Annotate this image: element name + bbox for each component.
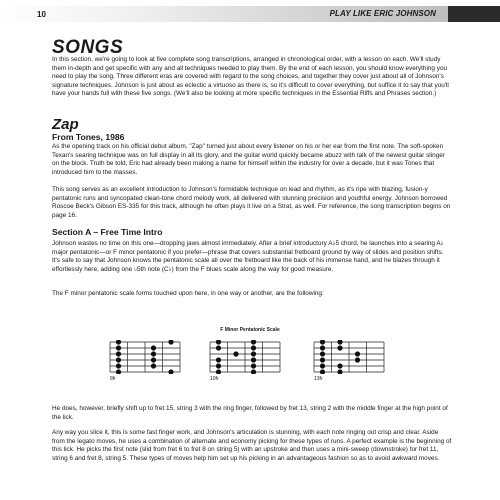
song-source: From Tones, 1986 (52, 132, 125, 142)
section-a-paragraph-1: Johnson wastes no time on this one—dropping jaws almost immediately. After a brief introductory A♭5 chord, he launches into a searing A♭ major pentatonic—or F minor pentatonic if you prefer—phrase that covers substantial fretboard ground by way of slides and position shifts. It's safe to say that Johnson knows the pentatonic scale all over the fretboard like the back of his immense hand, and he blazes through it effortlessly here, adding one ♭5th note (C♭) from the F blues scale along the way for good measure. (52, 240, 444, 273)
fret-label-2: 10fr (210, 376, 219, 382)
scale-diagram-2 (208, 340, 282, 382)
scale-diagram-3 (312, 340, 386, 382)
diagram-title: F Minor Pentatonic Scale (220, 327, 280, 333)
section-a-paragraph-3: He does, however, briefly shift up to fret 15, string 3 with the ring finger, followed by fret 13, string 2 with the middle finger at the high point of the lick. (52, 405, 448, 421)
page-number: 10 (37, 10, 46, 19)
section-a-paragraph-2: The F minor pentatonic scale forms touched upon here, in one way or another, are the following: (52, 290, 324, 297)
fret-label-3: 13fr (314, 376, 323, 382)
page-header (0, 0, 500, 22)
fret-label-1: 8fr (110, 376, 116, 382)
book-title: PLAY LIKE ERIC JOHNSON (329, 9, 436, 18)
section-a-title: Section A – Free Time Intro (52, 227, 163, 237)
fretboard-2 (208, 340, 282, 374)
fretboard-3 (312, 340, 386, 374)
header-tab (448, 6, 500, 22)
scale-diagram-1 (108, 340, 182, 382)
intro-paragraph: In this section, we're going to look at five complete song transcriptions, arranged in chronological order, with a lesson on each. We'll study them in-depth and get specific with any and all techniques needed to play them. By the end of each lesson, you should know everything you need to play the song. Three different eras are covered with regard to the song choices, and together they cover just about all of Johnson's signature techniques. Johnson is just about as eclectic a virtuoso as there is, so it's difficult to cover everything, but suffice it to say that you'll have your hands full with these five songs. (We'll also be looking at more specific techniques in the Essential Riffs and Phrases section.) (52, 56, 449, 98)
section-a-paragraph-4: Any way you slice it, this is some fast finger work, and Johnson's articulation is stunning, with each note ringing out crisp and clear. Aside from the legato moves, he uses a combination of alternate and economy picking for these types of runs. A perfect example is the beginning of this lick. He picks the first note (slid from fret 6 to fret 8 on string 5) with an upstroke and then uses a mini-sweep (downstroke) for fret 11, string 6 and fret 8, string 5. These types of moves help him set up his picking in an advantageous fashion so as to avoid awkward moves. (52, 429, 452, 462)
song-paragraph-1: As the opening track on his official debut album, "Zap" turned just about every listener on his or her ear from the first note. The soft-spoken Texan's searing technique was on full display in all its glory, and the guitar world quickly became abuzz with talk of the newest guitar slinger on the block. Truth be told, Eric had already been making a name for himself within the industry for over a decade, but it was Tones that introduced him to the masses. (52, 143, 445, 176)
section-title: SONGS (52, 37, 124, 58)
song-paragraph-2: This song serves as an excellent introduction to Johnson's formidable technique on lead and rhythm, as it's ripe with blazing, fusion-y pentatonic runs and syncopated clean-tone chord melody work, all delivered with stunning precision and youthful energy. Johnson borrowed Roscoe Beck's Gibson ES-335 for this track, although he often plays it live on a Strat, as well. For reference, the song transcription begins on page 16. (52, 186, 451, 219)
fretboard-1 (108, 340, 182, 374)
song-title: Zap (52, 116, 79, 133)
